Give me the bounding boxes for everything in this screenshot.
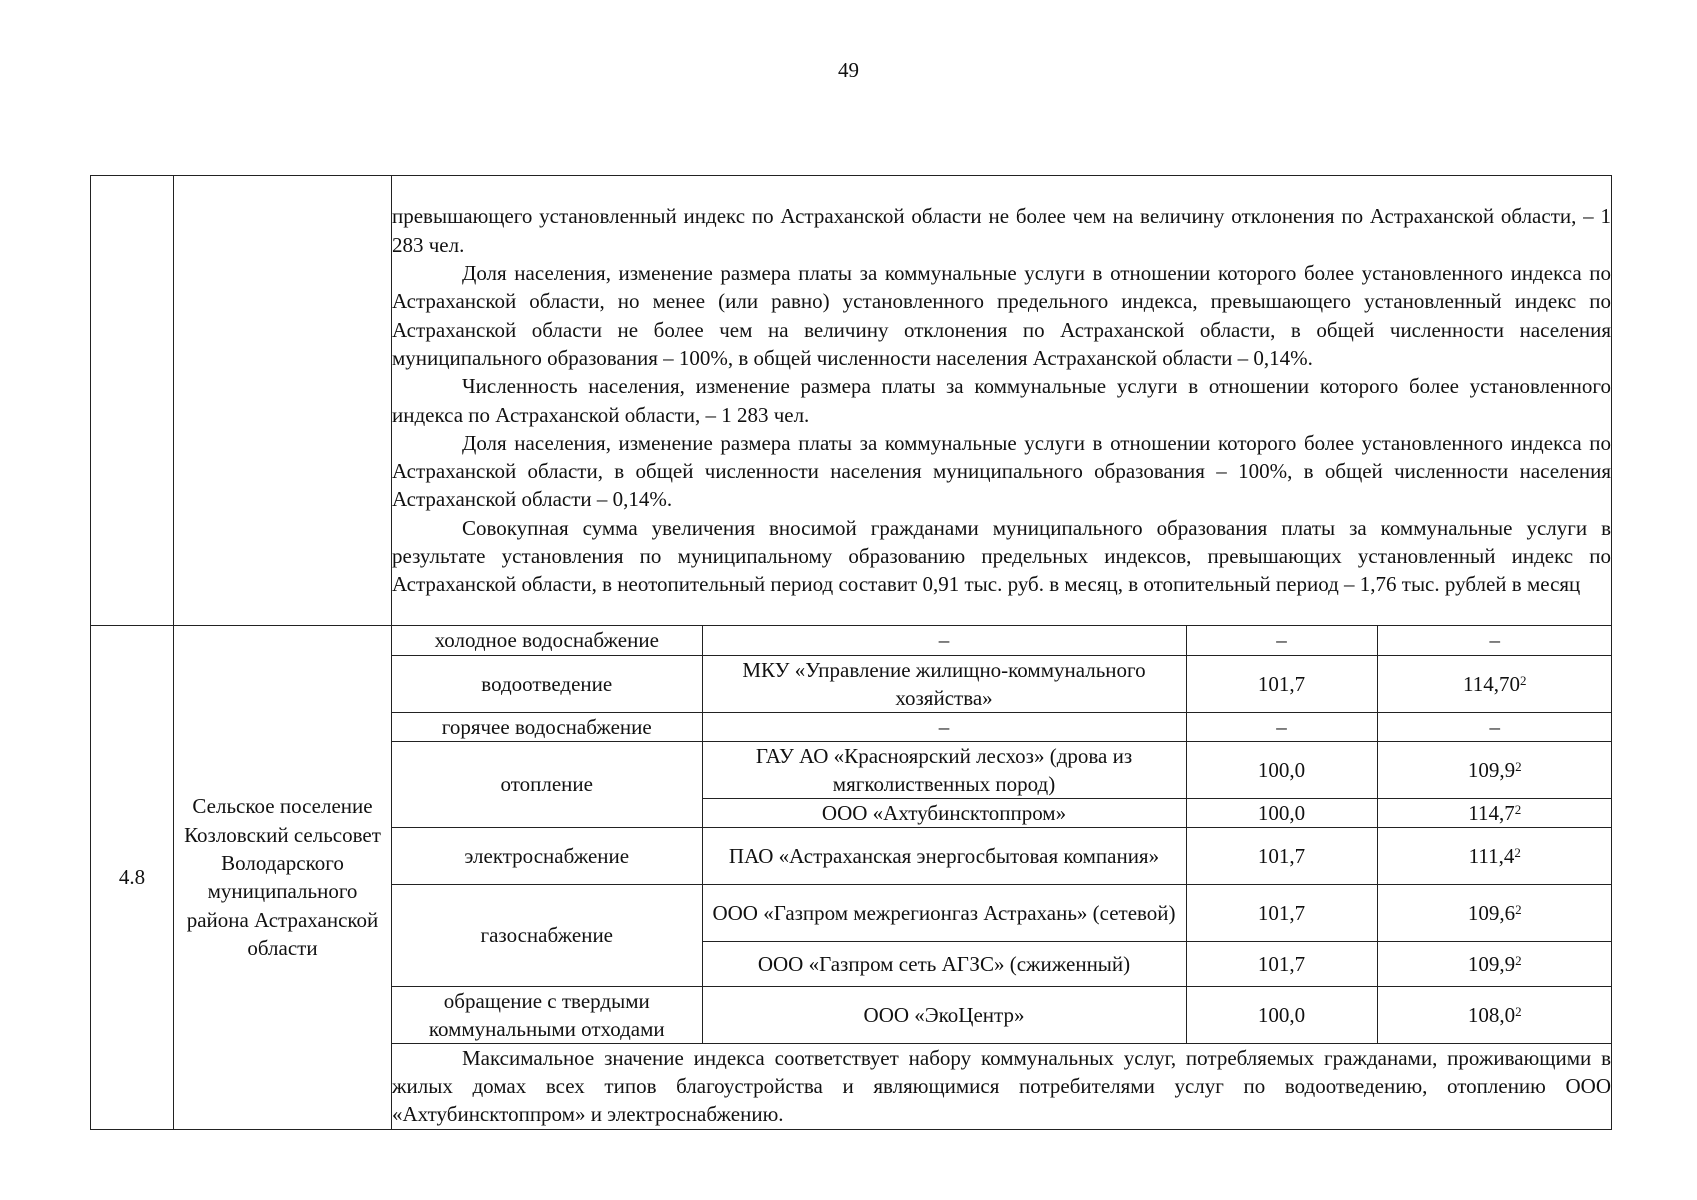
max-index-value: 114,7$^2$	[1377, 798, 1612, 827]
provider-name: ООО «Ахтубинсктоппром»	[702, 798, 1186, 827]
max-index-value: 114,70$^2$	[1377, 655, 1612, 712]
municipality-name: Сельское поселение Козловский сельсовет Володарского муниципального района Астраханской области	[174, 626, 392, 1130]
service-name: электроснабжение	[392, 827, 702, 884]
max-index-value: –	[1377, 712, 1612, 741]
service-name: обращение с твердыми коммунальными отходами	[392, 986, 702, 1043]
index-value: –	[1186, 712, 1377, 741]
max-index-value: –	[1377, 626, 1612, 655]
index-value: 101,7	[1186, 827, 1377, 884]
service-name: холодное водоснабжение	[392, 626, 702, 655]
index-value: –	[1186, 626, 1377, 655]
provider-name: ООО «Газпром межрегионгаз Астрахань» (сетевой)	[702, 884, 1186, 941]
paragraph: Доля населения, изменение размера платы за коммунальные услуги в отношении которого более установленного индекса по Астраханской области, но менее (или равно) установленного предельного индекса, превышающего установленный индекс по Астраханской области не более чем на величину отклонения по Астраханской области, в общей численности населения муниципального образования – 100%, в общей численности населения Астраханской области – 0,14%.	[392, 261, 1611, 370]
provider-name: ПАО «Астраханская энергосбытовая компания»	[702, 827, 1186, 884]
max-index-value: 109,6$^2$	[1377, 884, 1612, 941]
services-table	[392, 626, 1612, 1043]
provider-name: ГАУ АО «Красноярский лесхоз» (дрова из мягколиственных пород)	[702, 741, 1186, 798]
index-value: 101,7	[1186, 884, 1377, 941]
provider-name: ООО «Газпром сеть АГЗС» (сжиженный)	[702, 941, 1186, 986]
table-row	[392, 626, 1612, 655]
index-value: 100,0	[1186, 741, 1377, 798]
table-row	[392, 741, 1612, 798]
service-name: отопление	[392, 741, 702, 827]
paragraph: Доля населения, изменение размера платы за коммунальные услуги в отношении которого более установленного индекса по Астраханской области, в общей численности населения муниципального образования – 100%, в общей численности населения Астраханской области – 0,14%.	[392, 430, 1611, 512]
continuation-text-cell	[392, 176, 1612, 626]
provider-name: ООО «ЭкоЦентр»	[702, 986, 1186, 1043]
paragraph: превышающего установленный индекс по Астраханской области не более чем на величину отклонения по Астраханской области, – 1 283 чел.	[392, 204, 1611, 257]
service-name: газоснабжение	[392, 884, 702, 986]
index-value: 100,0	[1186, 798, 1377, 827]
index-value: 100,0	[1186, 986, 1377, 1043]
service-name: водоотведение	[392, 655, 702, 712]
continuation-row	[91, 176, 1612, 626]
table-row	[392, 827, 1612, 884]
provider-name: МКУ «Управление жилищно-коммунального хозяйства»	[702, 655, 1186, 712]
footer-note-cell	[392, 1043, 1612, 1129]
max-index-value: 111,4$^2$	[1377, 827, 1612, 884]
table-row	[392, 712, 1612, 741]
provider-name: –	[702, 626, 1186, 655]
continuation-num-cell	[91, 176, 174, 626]
table-row	[392, 655, 1612, 712]
index-value: 101,7	[1186, 655, 1377, 712]
table-row	[392, 986, 1612, 1043]
footer-note: Максимальное значение индекса соответствует набору коммунальных услуг, потребляемых гражданами, проживающими в жилых домах всех типов благоустройства и являющимися потребителями услуг по водоотведению, отоплению ООО «Ахтубинсктоппром» и электроснабжению.	[392, 1045, 1611, 1127]
continuation-org-cell	[174, 176, 392, 626]
max-index-value: 108,0$^2$	[1467, 1002, 1522, 1027]
tariff-table	[90, 175, 1612, 1130]
section-number: 4.8	[91, 626, 174, 1130]
paragraph: Численность населения, изменение размера платы за коммунальные услуги в отношении которого более установленного индекса по Астраханской области, – 1 283 чел.	[392, 374, 1611, 427]
service-name: горячее водоснабжение	[392, 712, 702, 741]
max-index-value: 109,9$^2$	[1377, 741, 1612, 798]
services-cell	[392, 626, 1612, 1044]
table-row	[392, 884, 1612, 941]
index-value: 101,7	[1186, 941, 1377, 986]
provider-name: –	[702, 712, 1186, 741]
section-row	[91, 626, 1612, 1044]
page-number: 49	[838, 58, 859, 82]
max-index-value: 109,9$^2$	[1377, 941, 1612, 986]
paragraph: Совокупная сумма увеличения вносимой гражданами муниципального образования платы за коммунальные услуги в результате установления по муниципальному образованию предельных индексов, превышающих установленный индекс по Астраханской области, в неотопительный период составит 0,91 тыс. руб. в месяц, в отопительный период – 1,76 тыс. рублей в месяц	[392, 515, 1611, 597]
